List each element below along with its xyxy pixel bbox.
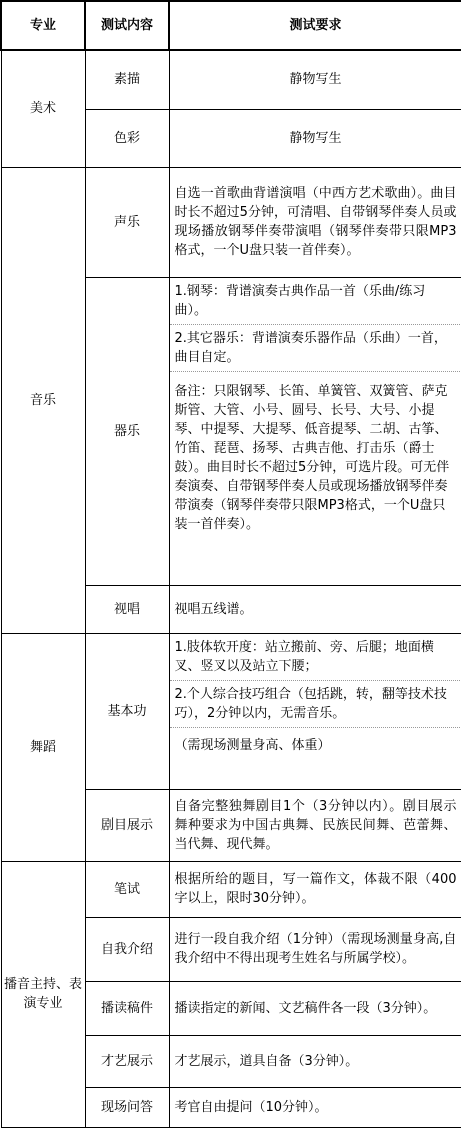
req-jibengong-flex: 1.肢体软开度：站立搬前、旁、后腿；地面横叉、竖叉以及站立下腰； [174, 639, 434, 674]
table-row [1, 861, 461, 917]
req-shichang: 视唱五线谱。 [169, 585, 461, 633]
major-wudao: 舞蹈 [1, 633, 85, 861]
req-jibengong [169, 633, 461, 789]
header-requirement: 测试要求 [169, 1, 461, 50]
req-shengyue: 自选一首歌曲背谱演唱（中西方艺术歌曲）。曲目时长不超过5分钟，可清唱、自带钢琴伴奏人员或现场播放钢琴伴奏带演唱（钢琴伴奏带只限MP3格式，一个U盘只装一首伴奏）。 [169, 167, 461, 277]
header-major: 专业 [1, 1, 85, 50]
item-bishi: 笔试 [85, 861, 169, 917]
req-bishi: 根据所给的题目，写一篇作文，体裁不限（400字以上，限时30分钟）。 [169, 861, 461, 917]
req-jumu: 自备完整独舞剧目1个（3分钟以内）。剧目展示舞种要求为中国古典舞、民族民间舞、芭蕾舞、当代舞、现代舞。 [169, 789, 461, 861]
item-jibengong: 基本功 [85, 633, 169, 789]
item-shichang: 视唱 [85, 585, 169, 633]
item-jumu: 剧目展示 [85, 789, 169, 861]
req-bodu: 播读指定的新闻、文艺稿件各一段（3分钟）。 [169, 981, 461, 1035]
item-caiyi: 才艺展示 [85, 1035, 169, 1087]
header-content: 测试内容 [85, 1, 169, 50]
req-wenda: 考官自由提问（10分钟）。 [169, 1087, 461, 1127]
table-row [1, 167, 461, 277]
req-qiyue-note: 备注：只限钢琴、长笛、单簧管、双簧管、萨克斯管、大管、小号、圆号、长号、大号、小提琴、中提琴、大提琴、低音提琴、二胡、古筝、竹笛、琵琶、扬琴、古典吉他、打击乐（爵士鼓）。曲目时长不超过5分钟，可选片段。可无伴奏演奏、自带钢琴伴奏人员或现场播放钢琴伴奏带演奏（钢琴伴奏带只限MP3格式，一个U盘只装一首伴奏）。 [170, 371, 461, 538]
item-ziwo: 自我介绍 [85, 917, 169, 981]
item-secai: 色彩 [85, 109, 169, 167]
req-qiyue-other: 2.其它器乐：背谱演奏乐器作品（乐曲）一首，曲目自定。 [170, 324, 461, 371]
req-jibengong-skill: 2.个人综合技巧组合（包括跳，转，翻等技术技巧），2分钟以内，无需音乐。 [170, 680, 461, 727]
item-wenda: 现场问答 [85, 1087, 169, 1127]
req-ziwo: 进行一段自我介绍（1分钟）（需现场测量身高,自我介绍中不得出现考生姓名与所属学校）。 [169, 917, 461, 981]
req-jibengong-measure: （需现场测量身高、体重） [170, 727, 461, 759]
major-yinyue: 音乐 [1, 167, 85, 633]
major-boyin: 播音主持、表演专业 [1, 861, 85, 1127]
item-shengyue: 声乐 [85, 167, 169, 277]
req-qiyue [169, 277, 461, 585]
req-caiyi: 才艺展示，道具自备（3分钟）。 [169, 1035, 461, 1087]
table-row [1, 50, 461, 109]
req-sumiao: 静物写生 [169, 50, 461, 109]
major-meishu: 美术 [1, 50, 85, 167]
req-qiyue-piano: 1.钢琴：背谱演奏古典作品一首（乐曲/练习曲）。 [174, 283, 426, 318]
table-row [1, 633, 461, 789]
table-header-row [1, 1, 461, 50]
item-sumiao: 素描 [85, 50, 169, 109]
item-bodu: 播读稿件 [85, 981, 169, 1035]
req-secai: 静物写生 [169, 109, 461, 167]
item-qiyue: 器乐 [85, 277, 169, 585]
